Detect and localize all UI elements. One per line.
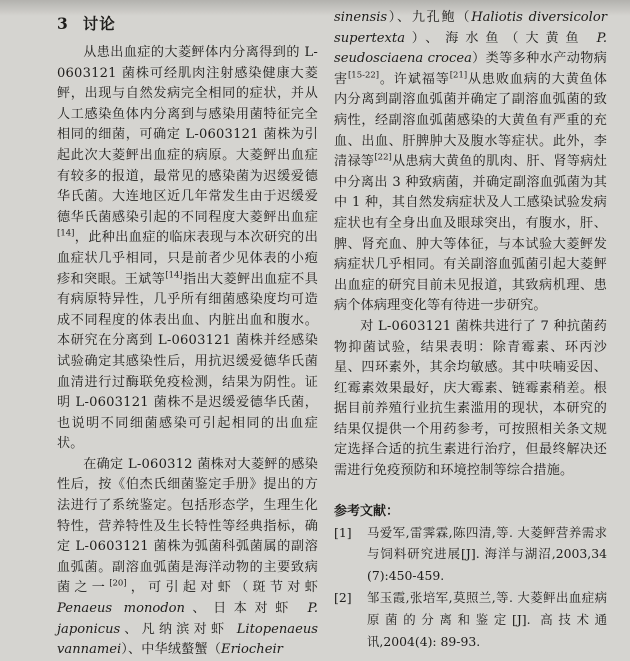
text-run: ）、中华绒螯蟹（ [121,642,222,658]
text-run: ）、海水鱼（大黄鱼 [405,30,597,46]
species-name-italic: P. japonicus [57,601,318,637]
text-run: 从患出血症的大菱鲆体内分离得到的 L-0603121 菌株可经肌肉注射感染健康大菱鲆，出现与自然发病完全相同的症状，并从人工感染鱼体内分离到与感染用菌特征完全相同的细菌，可确定 L-0603121 菌株为引起此次大菱鲆出血症的病原。大菱鲆出血症有较多的报道，最常见的感染菌为迟缓爱德华氏菌。大连地区近几年常发生由于迟缓爱德华氏菌感染引起的不同程度大菱鲆出血症 [57,45,318,225]
text-run: ）、九孔鲍（ [387,10,472,25]
text-run: 、日本对虾 [185,601,308,617]
citation-superscript: [21] [449,70,468,81]
text-run: 、凡纳滨对虾 [120,621,237,637]
citation-superscript: [15-22] [347,70,380,81]
reference-label: [1] [334,524,352,540]
reference-item-2 [334,587,607,652]
species-name-italic: sinensis [334,10,388,25]
text-run: 对 L-0603121 菌株共进行了 7 种抗菌药物抑菌试验，结果表明：除青霉素、环丙沙星、四环素外，其余均敏感。其中呋喃妥因、红霉素效果最好，庆大霉素、链霉素稍差。根据目前养殖行业抗生素滥用的现状，本研究的结果仅提供一个用药参考，可按照相关条文规定选择合适的抗生素进行治疗，但最终解决还需进行免疫预防和环境控制等综合措施。 [334,318,607,479]
left-column [57,8,319,658]
discussion-paragraph-1 [57,43,318,455]
text-run: 从患病大黄鱼的肌肉、肝、肾等病灶中分离出 3 种致病菌，并确定副溶血弧菌为其中 1 种，其自然发病症状及人工感染试验发病症状也有全身出血及眼球突出，有腹水，肝、脾、肾充血、肿大等体征，与本试验大菱鲆发病症状几乎相同。有关副溶血弧菌引起大菱鲆出血症的研究目前未见报道，其致病机理、患病个体病理变化等有待进一步研究。 [334,154,607,314]
right-column [334,8,608,649]
discussion-paragraph-2 [57,455,318,661]
citation-superscript: [14] [57,228,75,239]
references-section [334,500,607,653]
text-run: ，可引起对虾（斑节对虾 [126,580,318,596]
citation-superscript: [20] [109,579,127,590]
reference-text: 马爱军,雷霁霖,陈四清,等. 大菱鲆营养需求与饲料研究进展[J]. 海洋与湖沼,2003,34 (7):450-459. [367,524,607,584]
text-run: ，此种出血症的临床表现与本次研究的出血症状几乎相同，只是前者少见体表的小疱疹和突眼。王斌等 [57,230,318,287]
text-run: 从患败血病的大黄鱼体内分离到副溶血弧菌并确定了副溶血弧菌的致病性，经副溶血弧菌感染的大黄鱼有严重的充血、出血、肝脾肿大及腹水等症状。此外，李清禄等 [334,71,608,170]
reference-item-1 [334,522,607,587]
section-title: 讨论 [82,14,116,33]
text-run: 在确定 L-060312 菌株对大菱鲆的感染性后，按《伯杰氏细菌鉴定手册》提出的方法进行了系统鉴定。包括形态学，生理生化特性，营养特性及生长特性等经典指标，确定 L-0603121 菌株为弧菌科弧菌属的副溶血弧菌。副溶血弧菌是海洋动物的主要致病菌之一 [57,456,318,596]
text-run: 。许斌福等 [379,71,450,87]
text-run: ）类等多种水产动物病害 [334,51,608,87]
text-run: 指出大菱鲆出血症不具有病原特异性，几乎所有细菌感染度均可造成不同程度的体表出血、内脏出血和腹水。本研究在分离到 L-0603121 菌株并经感染试验确定其感染性后，用抗迟缓爱德华氏菌血清进行过酶联免疫检测，结果为阴性。证明 L-0603121 菌株不是迟缓爱德华氏菌，也说明不同细菌感染可引起相同的出血症状。 [57,271,319,452]
discussion-paragraph-3 [334,317,607,482]
reference-text: 邹玉霞,张培军,莫照兰,等. 大菱鲆出血症病原菌的分离和鉴定[J]. 高技术通讯,2004(4): 89-93. [367,590,607,649]
species-name-italic: Penaeus monodon [57,601,185,617]
species-name-italic: Eriocheir [221,642,283,658]
species-name-italic: Haliotis diversicolor supertexta [334,10,607,46]
references-header: 参考文献： [334,503,400,519]
reference-label: [2] [334,590,352,606]
discussion-paragraph-2-continued [334,8,607,317]
section-number: 3 [57,14,69,33]
section-heading [57,12,318,34]
citation-superscript: [14] [165,270,183,281]
species-name-italic: Litopenaeus vannamei [57,621,318,658]
citation-superscript: [22] [374,152,392,163]
species-name-italic: P. seudosciaena crocea [334,30,607,67]
